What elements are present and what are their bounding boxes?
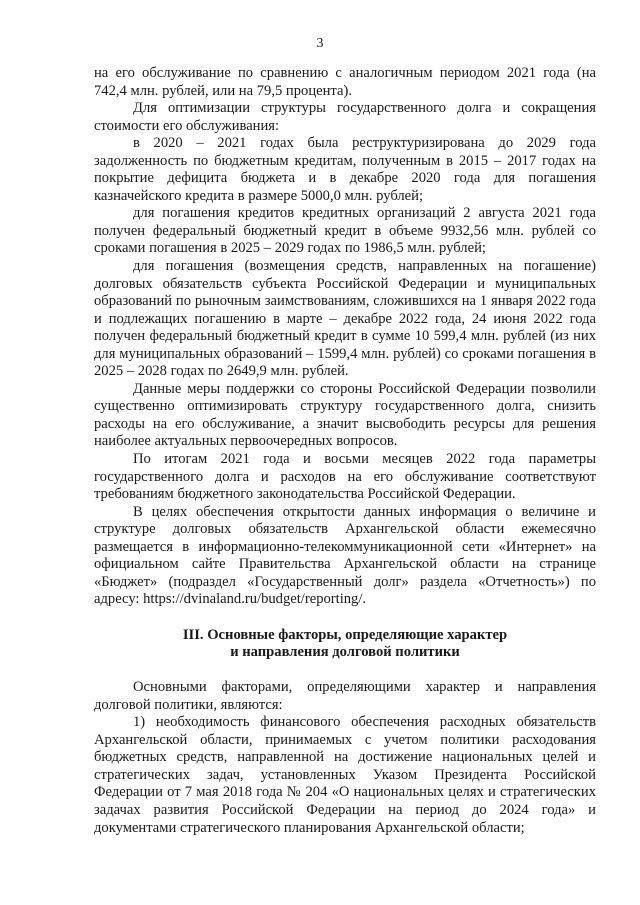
paragraph: в 2020 – 2021 годах была реструктуризирована до 2029 года задолженность по бюджетным кредитам, полученным в 2015 – 2017 годах на покрытие дефицита бюджета и в декабре 2020 года для погашения казначейского кредита в размере 5000,0 млн. рублей; (94, 135, 596, 204)
section-heading (94, 627, 596, 662)
paragraph: По итогам 2021 года и восьми месяцев 2022 года параметры государственного долга и расходов на его обслуживание соответствуют требованиям бюджетного законодательства Российской Федерации. (94, 451, 596, 503)
paragraph: для погашения (возмещения средств, направленных на погашение) долговых обязательств субъекта Российской Федерации и муниципальных образований по рыночным заимствованиям, сложившихся на 1 января 2022 года и подлежащих погашению в марте – декабре 2022 года, 24 июня 2022 года получен федеральный бюджетный кредит в сумме 10 599,4 млн. рублей (из них для муниципальных образований – 1599,4 млн. рублей) со сроками погашения в 2025 – 2028 годах по 2649,9 млн. рублей. (94, 258, 596, 380)
paragraph: В целях обеспечения открытости данных информация о величине и структуре долговых обязательств Архангельской области ежемесячно размещается в информационно-телекоммуникационной сети «Интернет» на официальном сайте Правительства Архангельской области на странице «Бюджет» (подраздел «Государственный долг» раздела «Отчетность») по адресу: https://dvinaland.ru/budget/reporting/. (94, 503, 596, 608)
section-heading-line: и направления долговой политики (230, 644, 460, 661)
page-number: 3 (316, 36, 324, 51)
paragraph: для погашения кредитов кредитных организаций 2 августа 2021 года получен федеральный бюджетный кредит в объеме 9932,56 млн. рублей со сроками погашения в 2025 – 2029 годах по 1986,5 млн. рублей; (94, 205, 596, 257)
paragraph: Основными факторами, определяющими характер и направления долговой политики, являются: (94, 679, 596, 713)
paragraph: 1) необходимость финансового обеспечения расходных обязательств Архангельской области, принимаемых с учетом политики расходования бюджетных средств, направленной на достижение национальных целей и стратегических задач, установленных Указом Президента Российской Федерации от 7 мая 2018 года № 204 «О национальных целях и стратегических задачах развития Российской Федерации на период до 2024 года» и документами стратегического планирования Архангельской области; (94, 714, 596, 836)
section-heading-line: III. Основные факторы, определяющие характер (182, 626, 508, 643)
paragraph: на его обслуживание по сравнению с аналогичным периодом 2021 года (на 742,4 млн. рублей, или на 79,5 процента). (94, 65, 596, 99)
document-body (94, 65, 596, 837)
paragraph: Данные меры поддержки со стороны Российской Федерации позволили существенно оптимизировать структуру государственного долга, снизить расходы на его обслуживание, а значит высвободить ресурсы для решения наиболее актуальных первоочередных вопросов. (94, 380, 596, 450)
paragraph: Для оптимизации структуры государственного долга и сокращения стоимости его обслуживания: (94, 100, 596, 134)
